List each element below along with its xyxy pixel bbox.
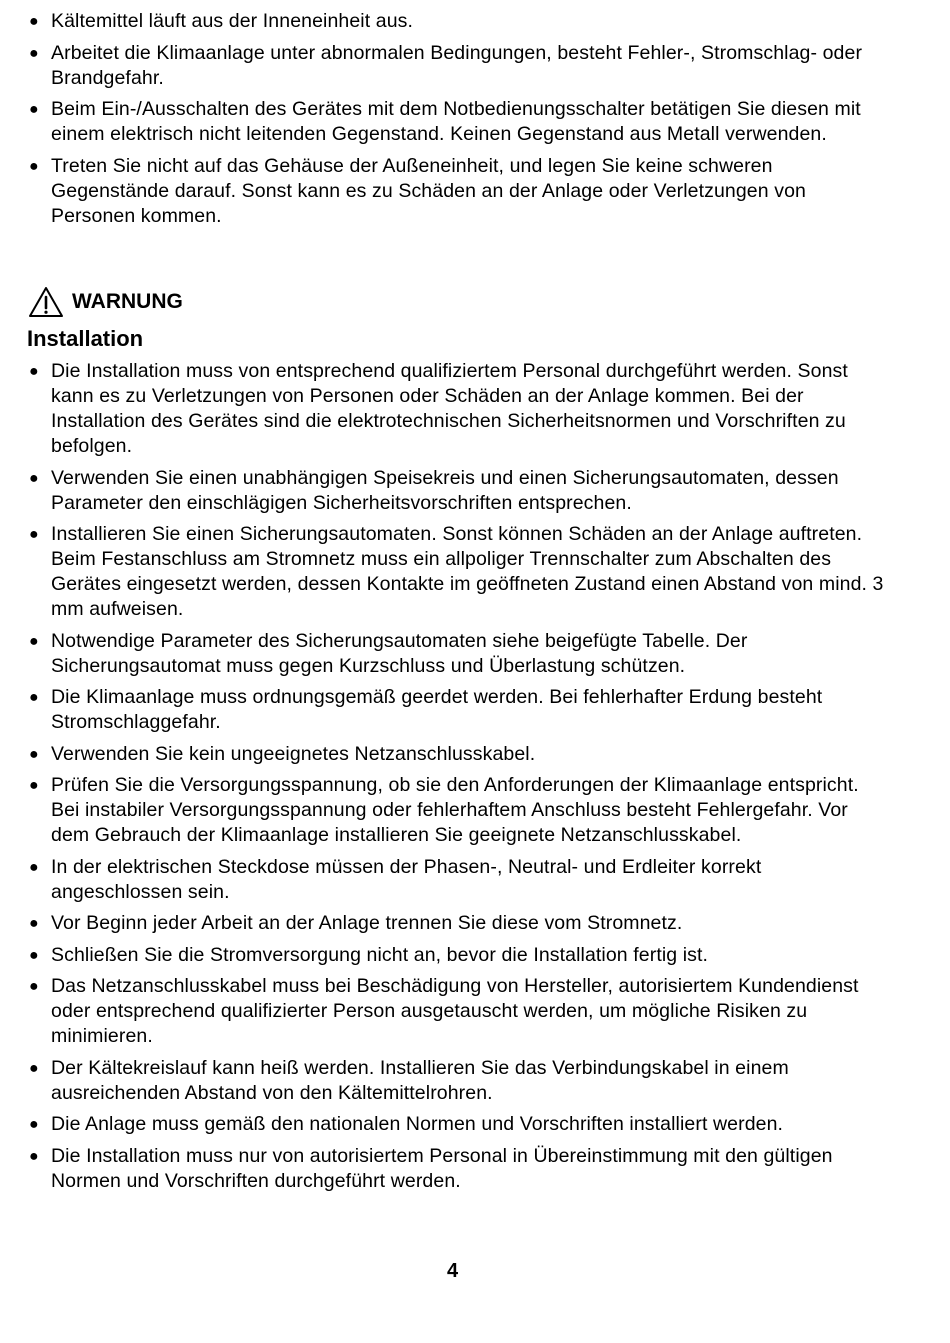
list-item	[27, 41, 887, 91]
bullet-icon: ●	[29, 1116, 39, 1133]
list-item-text: Kältemittel läuft aus der Inneneinheit aus.	[51, 10, 414, 32]
bullet-icon: ●	[29, 13, 39, 30]
list-item	[27, 1056, 887, 1106]
list-item-text: Arbeitet die Klimaanlage unter abnormalen Bedingungen, besteht Fehler-, Stromschlag- oder Brandgefahr.	[51, 41, 863, 89]
top-bullet-list	[27, 9, 887, 235]
list-item-text: Verwenden Sie kein ungeeignetes Netzanschlusskabel.	[51, 742, 536, 765]
list-item	[27, 773, 887, 848]
bullet-icon: ●	[29, 157, 39, 175]
bullet-icon: ●	[29, 469, 39, 487]
bullet-icon: ●	[29, 44, 39, 62]
list-item-text: Die Installation muss nur von autorisiertem Personal in Übereinstimmung mit den gültigen Normen und Vorschriften durchgeführt werden.	[51, 1144, 833, 1192]
list-item	[27, 9, 887, 34]
bullet-icon: ●	[29, 858, 39, 876]
page-number: 4	[446, 1260, 459, 1282]
list-item-text: Treten Sie nicht auf das Gehäuse der Außeneinheit, und legen Sie keine schweren Gegenstände darauf. Sonst kann es zu Schäden an der Anlage oder Verletzungen von Personen kommen.	[51, 154, 806, 227]
list-item	[27, 1144, 887, 1194]
list-item	[27, 522, 887, 622]
list-item-text: Der Kältekreislauf kann heiß werden. Installieren Sie das Verbindungskabel in einem ausreichenden Abstand von den Kältemittelrohren.	[51, 1056, 789, 1104]
bullet-icon: ●	[29, 632, 39, 650]
list-item-text: Vor Beginn jeder Arbeit an der Anlage trennen Sie diese vom Stromnetz.	[51, 912, 683, 934]
list-item	[27, 97, 887, 147]
list-item	[27, 1112, 887, 1137]
bullet-icon: ●	[29, 777, 39, 794]
list-item-text: Installieren Sie einen Sicherungsautomaten. Sonst können Schäden an der Anlage auftreten. Beim Festanschluss am Stromnetz muss ein allpoliger Trennschalter zum Abschalten des Gerätes eingesetzt werden, dessen Kontakte im geöffneten Zustand einen Abstand von mind. 3 mm aufweisen.	[51, 523, 884, 620]
bullet-icon: ●	[29, 363, 39, 380]
list-item-text: In der elektrischen Steckdose müssen der Phasen-, Neutral- und Erdleiter korrekt angeschlossen sein.	[51, 855, 762, 903]
list-item-text: Notwendige Parameter des Sicherungsautomaten siehe beigefügte Tabelle. Der Sicherungsautomat muss gegen Kurzschluss und Überlastung schützen.	[51, 629, 748, 677]
list-item-text: Die Klimaanlage muss ordnungsgemäß geerdet werden. Bei fehlerhafter Erdung besteht Stromschlaggefahr.	[51, 686, 823, 733]
list-item-text: Die Anlage muss gemäß den nationalen Normen und Vorschriften installiert werden.	[51, 1113, 784, 1135]
section-title: Installation	[27, 326, 144, 351]
list-item	[27, 742, 887, 767]
bullet-icon: ●	[29, 1059, 39, 1077]
list-item	[27, 359, 887, 459]
list-item-text: Die Installation muss von entsprechend qualifiziertem Personal durchgeführt werden. Sonst kann es zu Verletzungen von Personen oder Schäden an der Anlage kommen. Bei der Installation des Gerätes sind die elektrotechnischen Sicherheitsnormen und Vorschriften zu befolgen.	[51, 360, 848, 457]
list-item	[27, 974, 887, 1049]
list-item	[27, 943, 887, 968]
installation-bullet-list	[27, 359, 887, 1200]
list-item-text: Das Netzanschlusskabel muss bei Beschädigung von Hersteller, autorisiertem Kundendienst oder entsprechend qualifizierter Person ausgetauscht werden, um mögliche Risiken zu minimieren.	[51, 975, 859, 1047]
list-item	[27, 154, 887, 229]
list-item	[27, 629, 887, 679]
warning-triangle-icon	[28, 286, 64, 318]
bullet-icon: ●	[29, 526, 39, 543]
list-item	[27, 466, 887, 516]
list-item	[27, 685, 887, 735]
bullet-icon: ●	[29, 745, 39, 763]
bullet-icon: ●	[29, 1147, 39, 1165]
bullet-icon: ●	[29, 978, 39, 995]
bullet-icon: ●	[29, 689, 39, 706]
list-item	[27, 911, 887, 936]
list-item-text: Verwenden Sie einen unabhängigen Speisekreis und einen Sicherungsautomaten, dessen Parameter den einschlägigen Sicherheitsvorschriften entsprechen.	[51, 466, 839, 514]
list-item-text: Beim Ein-/Ausschalten des Gerätes mit dem Notbedienungsschalter betätigen Sie diesen mit einem elektrisch nicht leitenden Gegenstand. Keinen Gegenstand aus Metall verwenden.	[51, 98, 861, 145]
list-item	[27, 855, 887, 905]
bullet-icon: ●	[29, 946, 39, 964]
warning-heading	[28, 284, 183, 320]
bullet-icon: ●	[29, 101, 39, 118]
list-item-text: Prüfen Sie die Versorgungsspannung, ob sie den Anforderungen der Klimaanlage entspricht. Bei instabiler Versorgungsspannung oder fehlerhaftem Anschluss besteht Fehlergefahr. Vor dem Gebrauch der Klimaanlage installieren Sie geeignete Netzanschlusskabel.	[51, 774, 859, 846]
warning-label: WARNUNG	[72, 290, 183, 313]
list-item-text: Schließen Sie die Stromversorgung nicht an, bevor die Installation fertig ist.	[51, 943, 709, 966]
bullet-icon: ●	[29, 915, 39, 932]
